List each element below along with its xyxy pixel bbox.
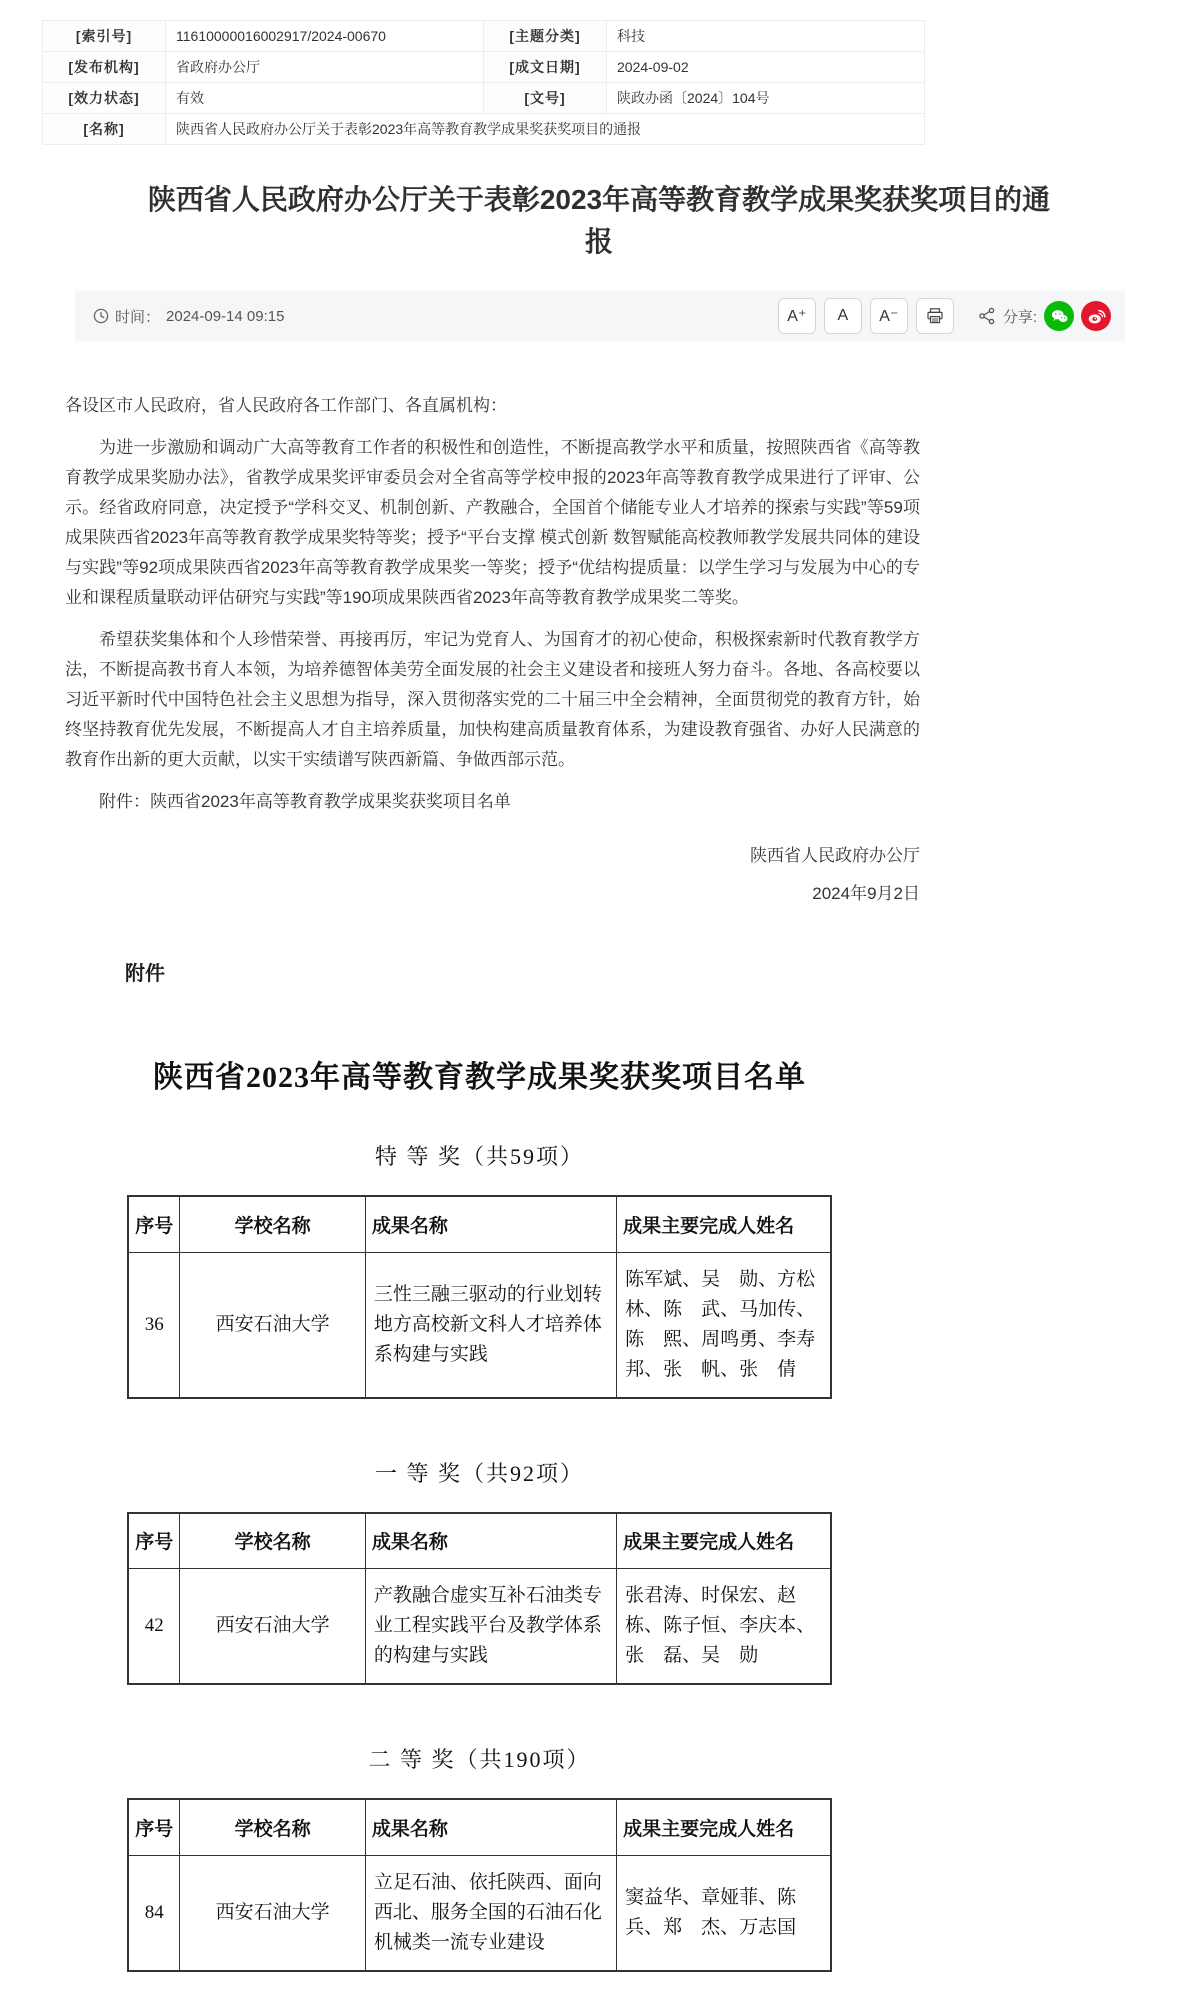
column-header-achievement: 成果名称 (365, 1196, 616, 1252)
cell-people: 张君涛、时保宏、赵 栋、陈子恒、李庆本、张 磊、吴 勋 (617, 1569, 831, 1685)
meta-label-index-no: [索引号] (43, 21, 166, 52)
paragraph-2: 希望获奖集体和个人珍惜荣誉、再接再厉，牢记为党育人、为国育才的初心使命，积极探索新时代教育教学方法，不断提高教书育人本领，为培养德智体美劳全面发展的社会主义建设者和接班人努力奋斗。各地、各高校要以习近平新时代中国特色社会主义思想为指导，深入贯彻落实党的二十届三中全会精神，全面贯彻党的教育方针，始终坚持教育优先发展，不断提高人才自主培养质量，加快构建高质量教育体系，为建设教育强省、办好人民满意的教育作出新的更大贡献，以实干实绩谱写陕西新篇、争做西部示范。 (65, 630, 920, 769)
meta-row (43, 114, 925, 145)
time-value: 2024-09-14 09:15 (166, 307, 285, 325)
signature-block (65, 841, 920, 909)
award-heading-special: 特 等 奖（共59项） (374, 1144, 584, 1169)
attachment-title: 陕西省2023年高等教育教学成果奖获奖项目名单 (153, 1061, 806, 1094)
publish-time (93, 306, 284, 327)
meta-label-issuer: [发布机构] (43, 52, 166, 83)
award-heading-first: 一 等 奖（共92项） (374, 1460, 584, 1486)
meta-value-topic: 科技 (607, 21, 925, 52)
attachment-section (0, 957, 1198, 1972)
award-table-second (127, 1798, 832, 1972)
meta-value-index-no: 11610000016002917/2024-00670 (166, 21, 484, 52)
column-header-no: 序号 (128, 1799, 180, 1855)
signer: 陕西省人民政府办公厅 (750, 846, 920, 865)
meta-label-topic: [主题分类] (484, 21, 607, 52)
clock-icon (93, 308, 109, 324)
meta-label-date: [成文日期] (484, 52, 607, 83)
award-table-special (127, 1195, 832, 1399)
meta-row (43, 52, 925, 83)
attachment-content (127, 1052, 832, 1972)
award-heading-second: 二 等 奖（共190项） (368, 1747, 591, 1772)
attachment-label: 附件 (125, 963, 165, 985)
cell-no: 84 (128, 1855, 180, 1971)
meta-row (43, 83, 925, 114)
column-header-no: 序号 (128, 1513, 180, 1569)
toolbar-actions (778, 298, 1111, 334)
column-header-school: 学校名称 (180, 1513, 365, 1569)
column-header-no: 序号 (128, 1196, 180, 1252)
table-row (128, 1855, 831, 1971)
share-icon (978, 307, 996, 325)
font-decrease-button[interactable]: A⁻ (870, 298, 908, 334)
meta-value-name: 陕西省人民政府办公厅关于表彰2023年高等教育教学成果奖获奖项目的通报 (166, 114, 925, 145)
cell-school: 西安石油大学 (180, 1855, 365, 1971)
weibo-share-icon[interactable] (1081, 301, 1111, 331)
table-header-row (128, 1196, 831, 1252)
award-table-first (127, 1512, 832, 1686)
wechat-share-icon[interactable] (1044, 301, 1074, 331)
print-button[interactable] (916, 298, 954, 334)
article-body (65, 391, 920, 909)
cell-people: 窦益华、章娅菲、陈 兵、郑 杰、万志国 (617, 1855, 831, 1971)
table-header-row (128, 1799, 831, 1855)
table-row (128, 1252, 831, 1398)
column-header-school: 学校名称 (180, 1196, 365, 1252)
font-increase-button[interactable]: A⁺ (778, 298, 816, 334)
printer-icon (926, 307, 944, 325)
meta-value-issuer: 省政府办公厅 (166, 52, 484, 83)
time-label: 时间： (115, 308, 161, 326)
column-header-people: 成果主要完成人姓名 (617, 1799, 831, 1855)
column-header-people: 成果主要完成人姓名 (617, 1513, 831, 1569)
meta-row (43, 21, 925, 52)
cell-achievement: 产教融合虚实互补石油类专业工程实践平台及教学体系的构建与实践 (365, 1569, 616, 1685)
column-header-achievement: 成果名称 (365, 1513, 616, 1569)
table-header-row (128, 1513, 831, 1569)
salutation: 各设区市人民政府，省人民政府各工作部门、各直属机构： (65, 396, 507, 415)
article-toolbar (75, 291, 1125, 341)
font-normal-button[interactable]: A (824, 298, 862, 334)
meta-value-doc-no: 陕政办函〔2024〕104号 (607, 83, 925, 114)
sign-date: 2024年9月2日 (812, 884, 920, 903)
paragraph-1: 为进一步激励和调动广大高等教育工作者的积极性和创造性，不断提高教学水平和质量，按照陕西省《高等教育教学成果奖励办法》，省教学成果奖评审委员会对全省高等学校申报的2023年高等教育教学成果进行了评审、公示。经省政府同意，决定授予“学科交叉、机制创新、产教融合，全国首个储能专业人才培养的探索与实践”等59项成果陕西省2023年高等教育教学成果奖特等奖；授予“平台支撑 模式创新 数智赋能高校教师教学发展共同体的建设与实践”等92项成果陕西省2023年高等教育教学成果奖一等奖；授予“优结构提质量：以学生学习与发展为中心的专业和课程质量联动评估研究与实践”等190项成果陕西省2023年高等教育教学成果奖二等奖。 (65, 438, 920, 607)
cell-school: 西安石油大学 (180, 1252, 365, 1398)
column-header-achievement: 成果名称 (365, 1799, 616, 1855)
meta-label-name: [名称] (43, 114, 166, 145)
attachment-reference: 附件：陕西省2023年高等教育教学成果奖获奖项目名单 (99, 792, 511, 811)
document-page (0, 20, 1198, 2002)
meta-label-doc-no: [文号] (484, 83, 607, 114)
column-header-people: 成果主要完成人姓名 (617, 1196, 831, 1252)
share-group (978, 301, 1111, 331)
cell-people: 陈军斌、吴 勋、方松林、陈 武、马加传、陈 熙、周鸣勇、李寿邦、张 帆、张 倩 (617, 1252, 831, 1398)
meta-value-status: 有效 (166, 83, 484, 114)
column-header-school: 学校名称 (180, 1799, 365, 1855)
cell-no: 36 (128, 1252, 180, 1398)
cell-achievement: 立足石油、依托陕西、面向西北、服务全国的石油石化机械类一流专业建设 (365, 1855, 616, 1971)
page-title: 陕西省人民政府办公厅关于表彰2023年高等教育教学成果奖获奖项目的通报 (147, 184, 1051, 257)
cell-achievement: 三性三融三驱动的行业划转地方高校新文科人才培养体系构建与实践 (365, 1252, 616, 1398)
meta-value-date: 2024-09-02 (607, 52, 925, 83)
meta-label-status: [效力状态] (43, 83, 166, 114)
cell-school: 西安石油大学 (180, 1569, 365, 1685)
document-meta-table (42, 20, 925, 145)
table-row (128, 1569, 831, 1685)
share-label: 分享: (1002, 308, 1037, 326)
cell-no: 42 (128, 1569, 180, 1685)
